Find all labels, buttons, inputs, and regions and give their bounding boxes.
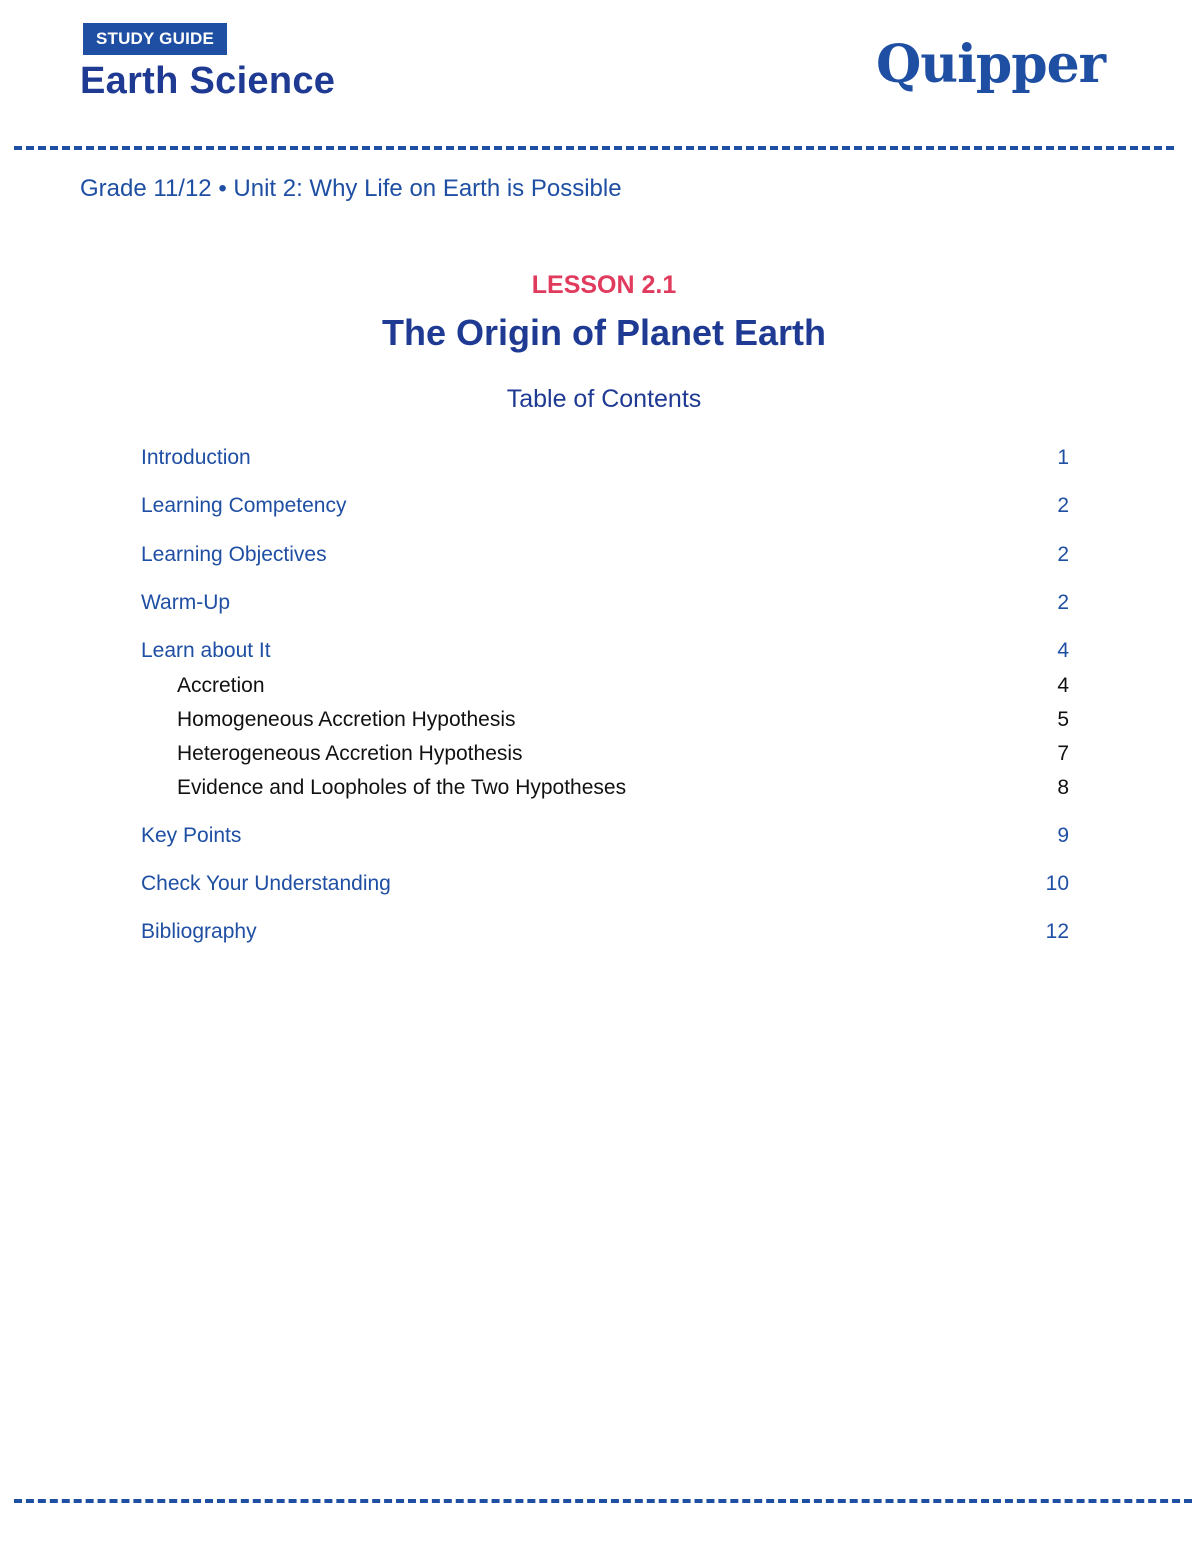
toc-item-label: Key Points (141, 824, 242, 847)
toc-item-bibliography[interactable] (141, 918, 1069, 946)
toc-item-page: 9 (1057, 824, 1069, 847)
toc-item-page: 10 (1045, 872, 1069, 895)
study-guide-badge: STUDY GUIDE (83, 23, 227, 55)
toc-item-page: 8 (1057, 776, 1069, 799)
toc-subitem-heterogeneous-accretion[interactable] (141, 740, 1069, 768)
lesson-title: The Origin of Planet Earth (381, 312, 827, 353)
toc-item-page: 12 (1045, 920, 1069, 943)
toc-item-label: Accretion (177, 674, 265, 697)
toc-item-label: Learning Competency (141, 494, 347, 517)
toc-item-check-your-understanding[interactable] (141, 870, 1069, 898)
toc-item-key-points[interactable] (141, 822, 1069, 850)
toc-heading: Table of Contents (506, 385, 702, 413)
toc-item-label: Heterogeneous Accretion Hypothesis (177, 742, 523, 765)
toc-item-label: Evidence and Loopholes of the Two Hypotheses (177, 776, 627, 799)
toc-subitem-evidence-loopholes[interactable] (141, 774, 1069, 802)
top-divider (14, 146, 1174, 150)
toc-item-label: Introduction (141, 446, 251, 469)
toc-item-learning-competency[interactable] (141, 492, 1069, 520)
lesson-label: LESSON 2.1 (531, 271, 677, 299)
toc-item-page: 1 (1057, 446, 1069, 469)
toc-item-label: Bibliography (141, 920, 257, 943)
toc-item-label: Warm-Up (141, 591, 231, 614)
toc-subitem-homogeneous-accretion[interactable] (141, 706, 1069, 734)
toc-subitem-accretion[interactable] (141, 672, 1069, 700)
subject-title: Earth Science (80, 60, 336, 102)
quipper-logo: Quipper (876, 34, 1106, 95)
toc-item-learn-about-it[interactable] (141, 637, 1069, 665)
toc-item-page: 4 (1057, 639, 1069, 662)
toc-item-label: Homogeneous Accretion Hypothesis (177, 708, 516, 731)
bottom-divider (14, 1499, 1192, 1503)
toc-item-learning-objectives[interactable] (141, 541, 1069, 569)
toc-item-label: Learn about It (141, 639, 271, 662)
toc-item-label: Check Your Understanding (141, 872, 391, 895)
toc-item-label: Learning Objectives (141, 543, 327, 566)
toc-item-page: 2 (1057, 494, 1069, 517)
toc-item-page: 2 (1057, 543, 1069, 566)
toc-item-page: 7 (1057, 742, 1069, 765)
toc-item-page: 5 (1057, 708, 1069, 731)
toc-item-warm-up[interactable] (141, 589, 1069, 617)
toc-item-introduction[interactable] (141, 444, 1069, 472)
toc-item-page: 2 (1057, 591, 1069, 614)
toc-item-page: 4 (1057, 674, 1069, 697)
unit-line: Grade 11/12 • Unit 2: Why Life on Earth is Possible (80, 175, 622, 202)
